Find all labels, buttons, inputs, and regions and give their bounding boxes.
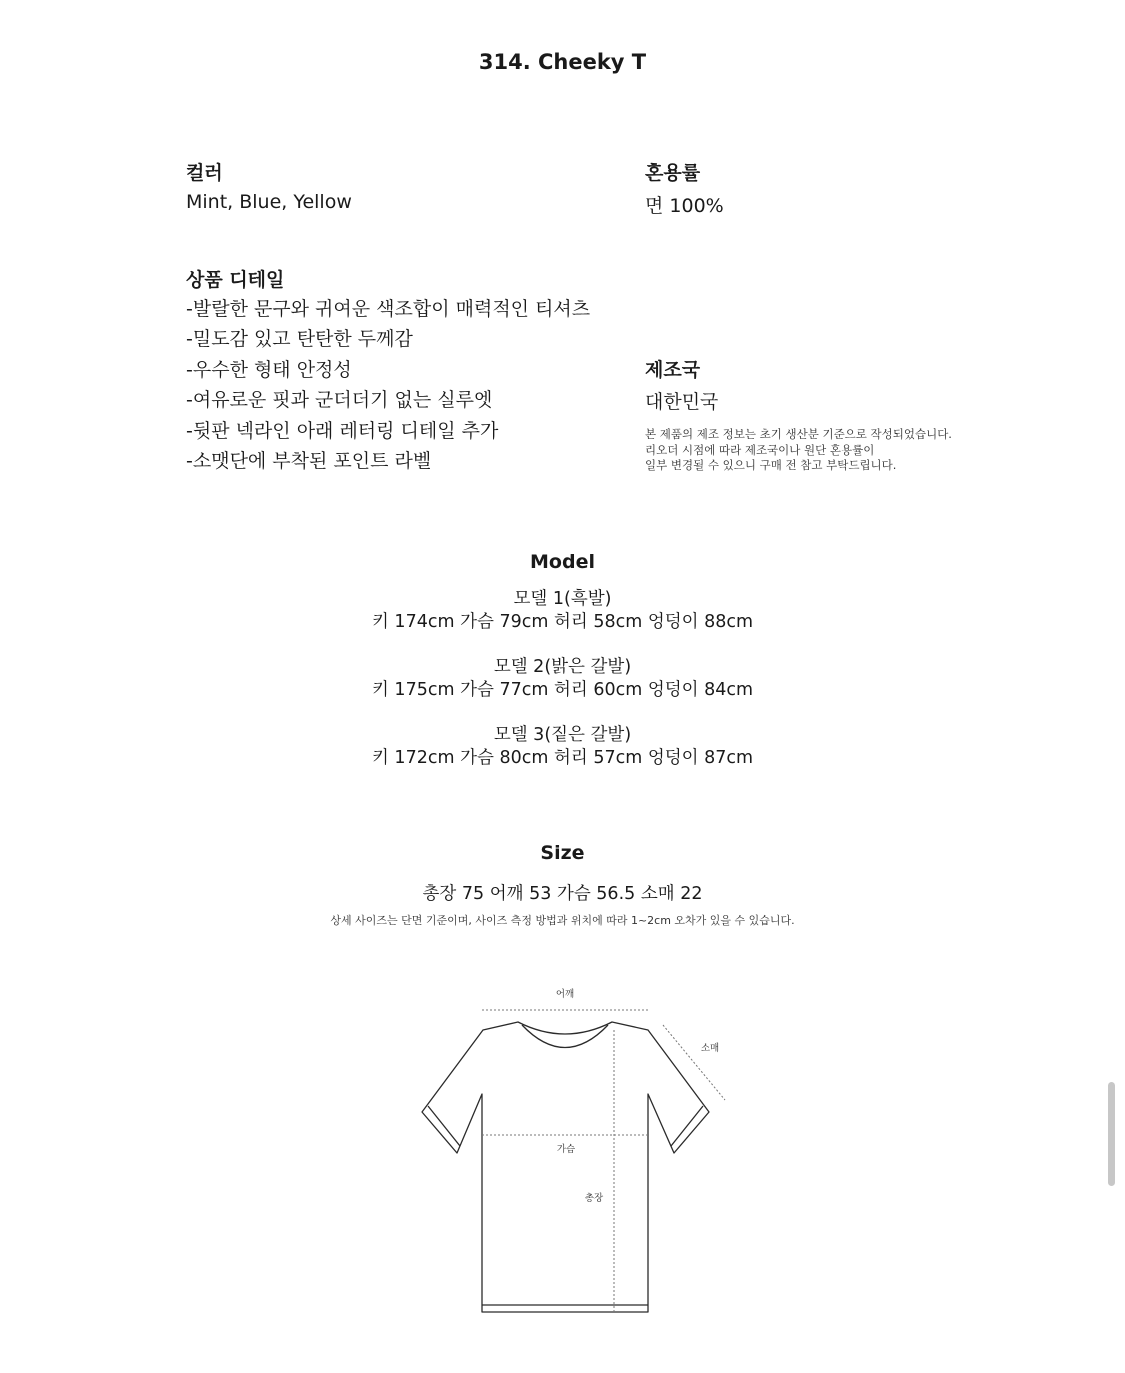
page-title: 314. Cheeky T [478,50,647,74]
origin-note-line: 리오더 시점에 따라 제조국이나 원단 혼용률이 [645,442,875,457]
size-section-title: Size [540,842,585,864]
details-label: 상품 디테일 [186,269,285,291]
model-name: 모델 3(짙은 갈발) [493,725,632,745]
color-label: 컬러 [186,162,223,184]
details-item: -뒷판 넥라인 아래 레터링 디테일 추가 [186,419,499,442]
details-item: -소맷단에 부착된 포인트 라벨 [186,450,432,473]
model-stats: 키 174cm 가슴 79cm 허리 58cm 엉덩이 88cm [371,612,754,632]
tshirt-right-hem [671,1106,703,1146]
size-note: 상세 사이즈는 단면 기준이며, 사이즈 측정 방법과 위치에 따라 1~2cm 오차가 있을 수 있습니다. [330,914,795,927]
sleeve-label: 소매 [700,1043,720,1054]
model-section-title: Model [530,551,595,573]
details-item: -발랄한 문구와 귀여운 색조합이 매력적인 티셔츠 [186,298,591,320]
color-value: Mint, Blue, Yellow [186,191,352,213]
shoulder-label: 어깨 [555,989,575,1000]
tshirt-outline [422,1022,709,1312]
model-stats: 키 172cm 가슴 80cm 허리 57cm 엉덩이 87cm [371,748,754,768]
size-values: 총장 75 어깨 53 가슴 56.5 소매 22 [422,884,703,904]
chest-label: 가슴 [556,1144,576,1155]
origin-note-line: 본 제품의 제조 정보는 초기 생산분 기준으로 작성되었습니다. [645,427,952,441]
fabric-label: 혼용률 [645,162,701,184]
details-item: -밀도감 있고 탄탄한 두께감 [186,328,413,351]
tshirt-left-hem [428,1106,460,1146]
tshirt-collar [522,1025,608,1048]
model-name: 모델 1(흑발) [513,589,612,609]
origin-value: 대한민국 [645,391,719,413]
length-label: 총장 [584,1193,604,1204]
details-item: -우수한 형태 안정성 [186,358,352,381]
model-name: 모델 2(밝은 갈발) [493,657,632,677]
origin-label: 제조국 [645,359,701,381]
model-stats: 키 175cm 가슴 77cm 허리 60cm 엉덩이 84cm [371,680,754,700]
fabric-value: 면 100% [645,195,724,217]
scrollbar-thumb[interactable] [1108,1082,1115,1186]
details-item: -여유로운 핏과 군더더기 없는 실루엣 [186,389,493,412]
origin-note-line: 일부 변경될 수 있으니 구매 전 참고 부탁드립니다. [645,458,897,472]
